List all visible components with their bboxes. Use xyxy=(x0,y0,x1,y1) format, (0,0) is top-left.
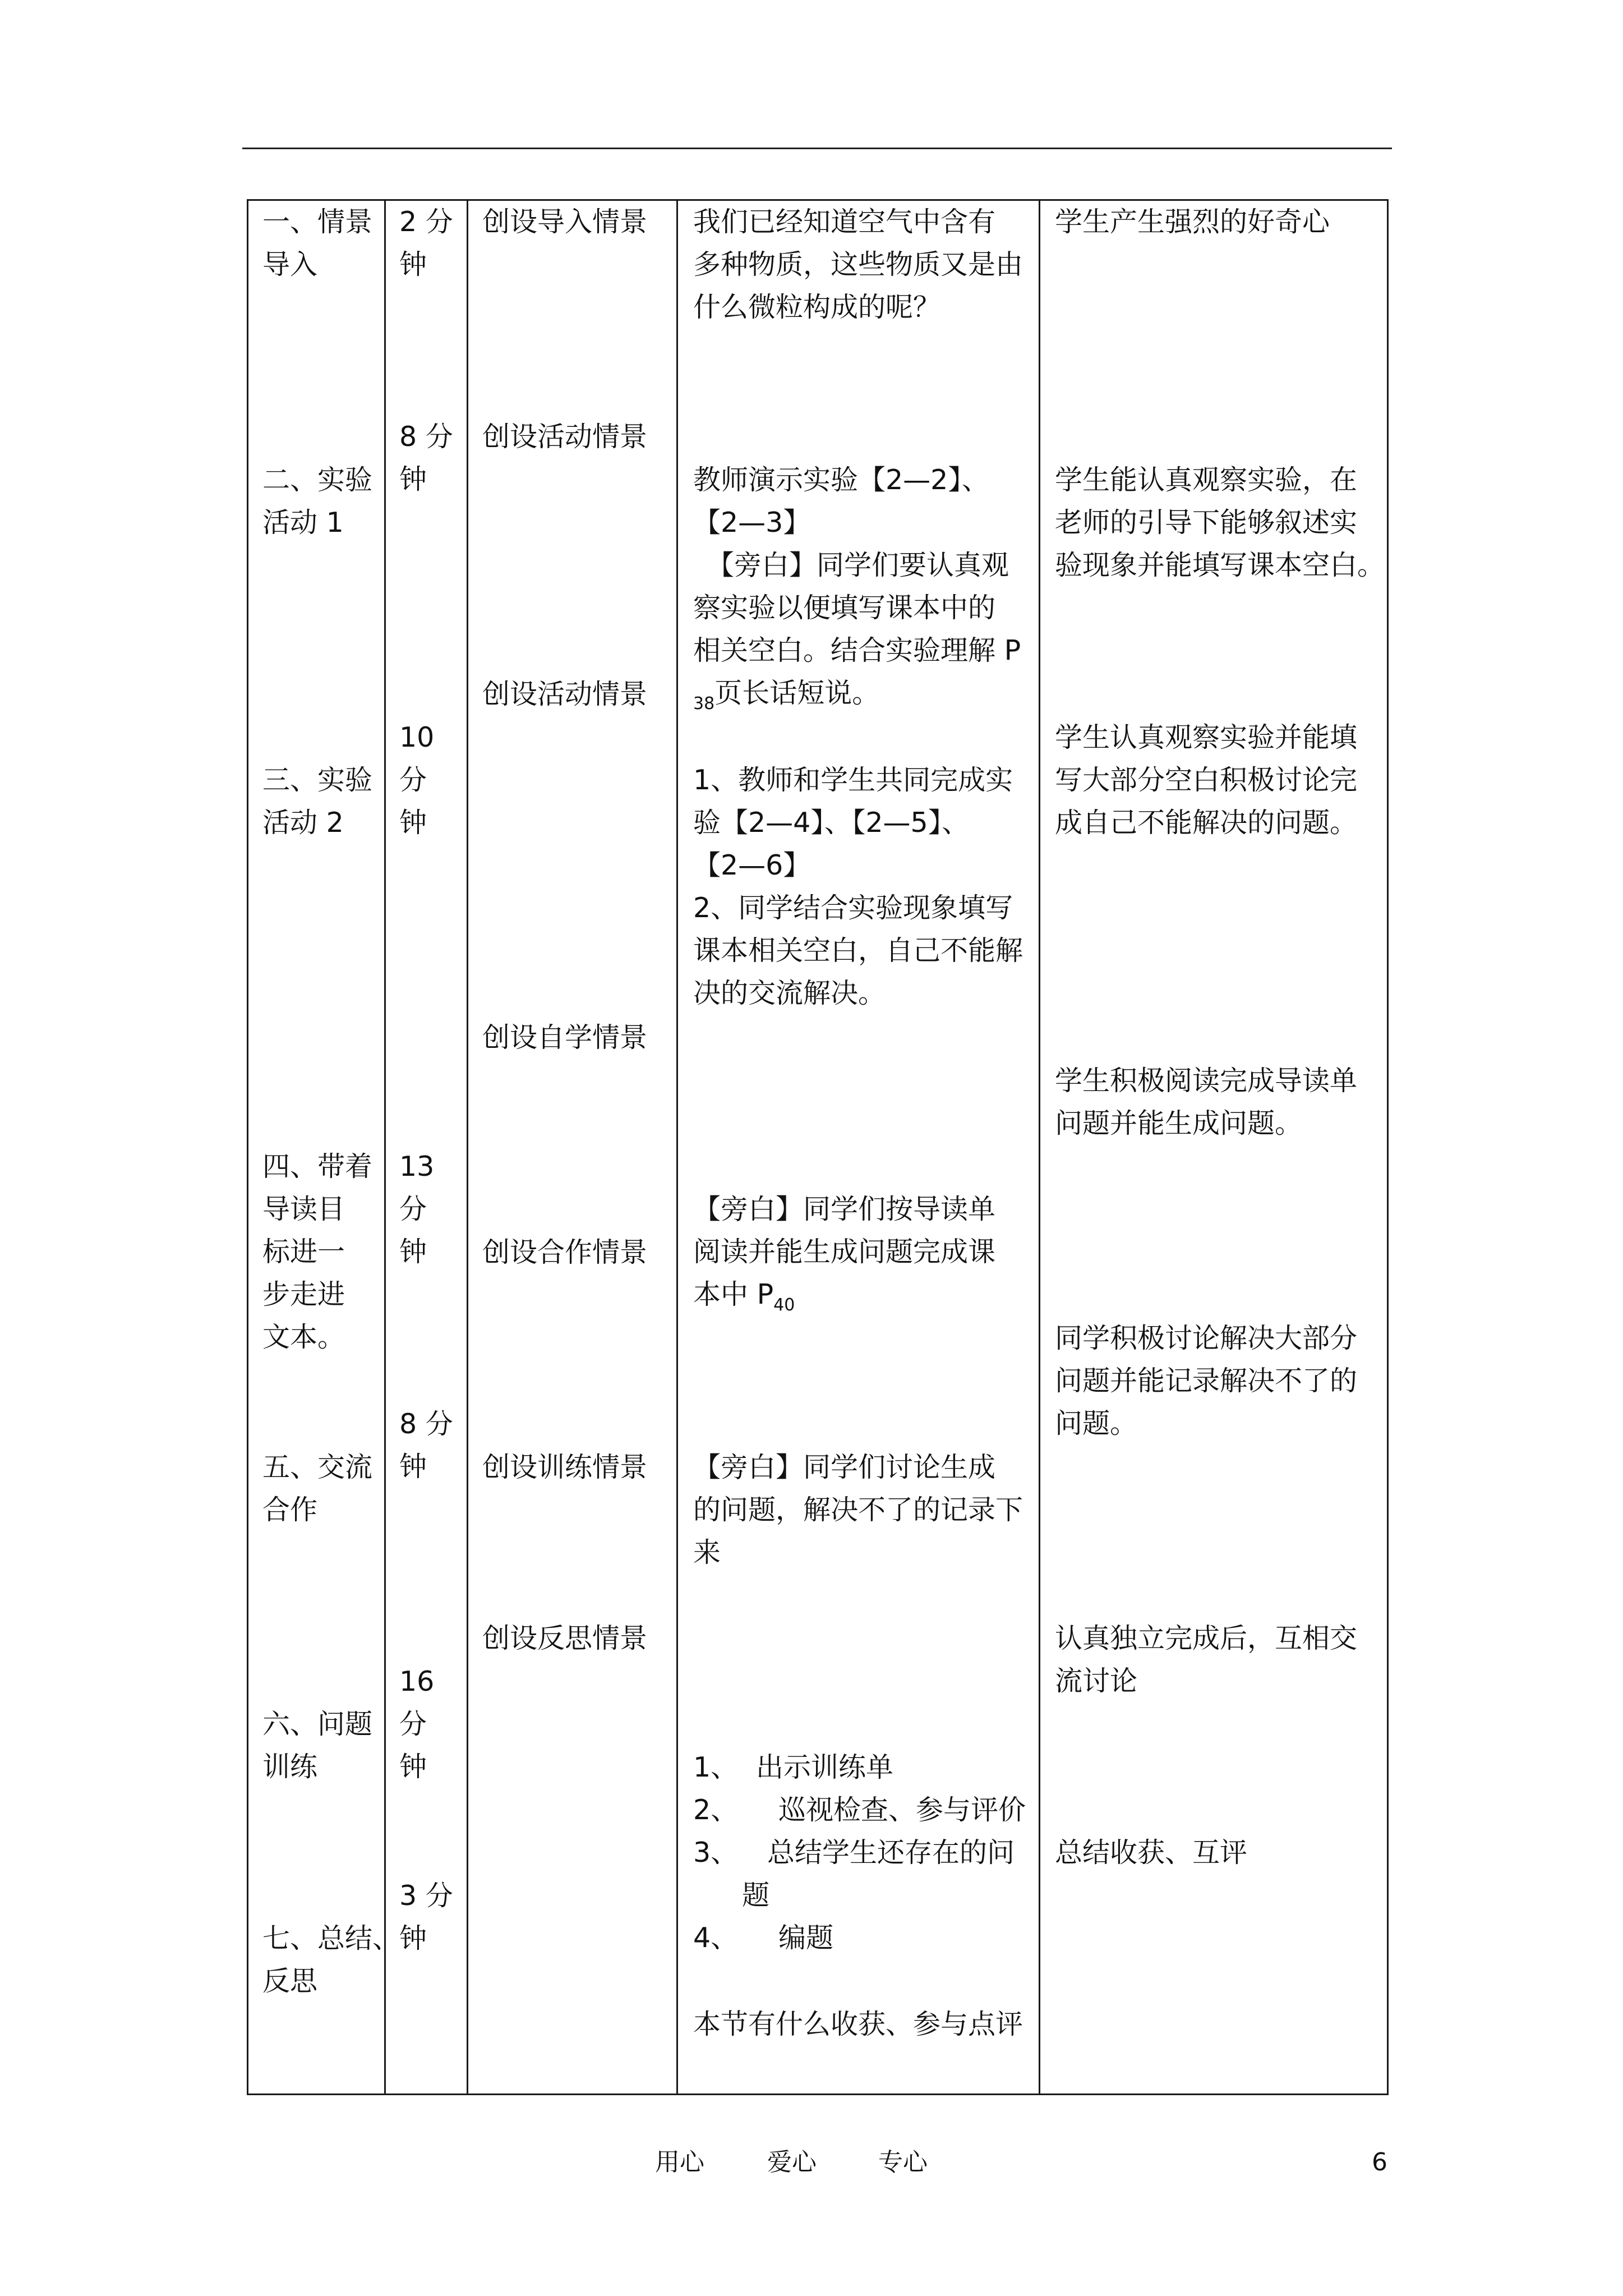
stage-experiment-1: 二、实验 活动 1 xyxy=(262,464,373,539)
teacher-intro-text: 我们已经知道空气中含有 多种物质，这些物质又是由 什么微粒构成的呢？ xyxy=(693,206,1023,323)
method-experiment-2: 创设活动情景 xyxy=(482,678,648,710)
time-experiment-2: 10 分 钟 xyxy=(399,721,435,839)
teacher-experiment-1-text: 教师演示实验【2—2】、 【2—3】 【旁白】同学们要认真观 察实验以便填写课本中的 相关空白。结合实验理解 P $_{38}$页长话短说。 xyxy=(693,464,1021,714)
teacher-guided-reading-text: 【旁白】同学们按导读单 阅读并能生成问题完成课 本中 $P_{40}$ xyxy=(693,1193,996,1315)
method-guided-reading: 创设自学情景 xyxy=(482,1022,648,1053)
time-intro: 2 分 钟 xyxy=(399,206,453,280)
footer-word-1: 用心 xyxy=(655,2148,704,2177)
stage-experiment-2: 三、实验 活动 2 xyxy=(262,764,373,839)
time-training: 16 分 钟 xyxy=(399,1665,435,1783)
stage-cooperation: 五、交流 合作 xyxy=(262,1451,373,1526)
training-item: 题 xyxy=(742,1879,770,1911)
student-intro-text: 学生产生强烈的好奇心 xyxy=(1055,206,1330,238)
student-training-text: 认真独立完成后，互相交 流讨论 xyxy=(1055,1622,1358,1697)
training-item: 3、 总结学生还存在的问 xyxy=(693,1837,1015,1869)
stage-reflection: 七、总结、 反思 xyxy=(262,1922,400,1997)
stage-training: 六、问题 训练 xyxy=(262,1708,373,1783)
time-cooperation: 8 分 钟 xyxy=(399,1408,453,1483)
page-number: 6 xyxy=(1372,2148,1387,2177)
student-reflection-text: 总结收获、互评 xyxy=(1055,1837,1248,1869)
method-cooperation: 创设合作情景 xyxy=(482,1236,648,1268)
stage-intro: 一、情景 导入 xyxy=(262,206,373,280)
teacher-reflection-text: 本节有什么收获、参与点评 xyxy=(693,2008,1023,2040)
student-cooperation-text: 同学积极讨论解决大部分 问题并能记录解决不了的 问题。 xyxy=(1055,1322,1358,1439)
method-training: 创设训练情景 xyxy=(482,1451,648,1483)
column-divider xyxy=(1039,201,1040,2093)
method-experiment-1: 创设活动情景 xyxy=(482,421,648,453)
teacher-experiment-2-text: 1、教师和学生共同完成实 验【2—4】、【2—5】、 【2—6】 2、同学结合实验现象填写 课本相关空白，自己不能解 决的交流解决。 xyxy=(693,764,1023,1009)
method-intro: 创设导入情景 xyxy=(482,206,648,238)
time-reflection: 3 分 钟 xyxy=(399,1880,453,1954)
footer-word-2: 爱心 xyxy=(767,2148,817,2177)
header-rule xyxy=(242,148,1392,149)
stage-guided-reading: 四、带着 导读目 标进一 步走进 文本。 xyxy=(262,1151,373,1353)
column-divider xyxy=(676,201,678,2093)
training-item: 1、 出示训练单 xyxy=(693,1751,894,1783)
student-experiment-2-text: 学生认真观察实验并能填 写大部分空白积极讨论完 成自己不能解决的问题。 xyxy=(1055,721,1358,839)
student-experiment-1-text: 学生能认真观察实验，在 老师的引导下能够叙述实 验现象并能填写课本空白。 xyxy=(1055,464,1385,581)
footer-word-3: 专心 xyxy=(878,2148,928,2177)
method-reflection: 创设反思情景 xyxy=(482,1622,648,1654)
column-divider xyxy=(384,201,386,2093)
training-item: 4、 编题 xyxy=(693,1922,834,1954)
time-experiment-1: 8 分 钟 xyxy=(399,421,453,495)
training-item: 2、 巡视检查、参与评价 xyxy=(693,1794,1026,1826)
teacher-training-list xyxy=(693,1746,1026,1959)
time-guided-reading: 13 分 钟 xyxy=(399,1151,435,1268)
column-divider xyxy=(467,201,468,2093)
student-guided-reading-text: 学生积极阅读完成导读单 问题并能生成问题。 xyxy=(1055,1065,1358,1139)
teacher-cooperation-text: 【旁白】同学们讨论生成 的问题，解决不了的记录下 来 xyxy=(693,1451,1023,1568)
